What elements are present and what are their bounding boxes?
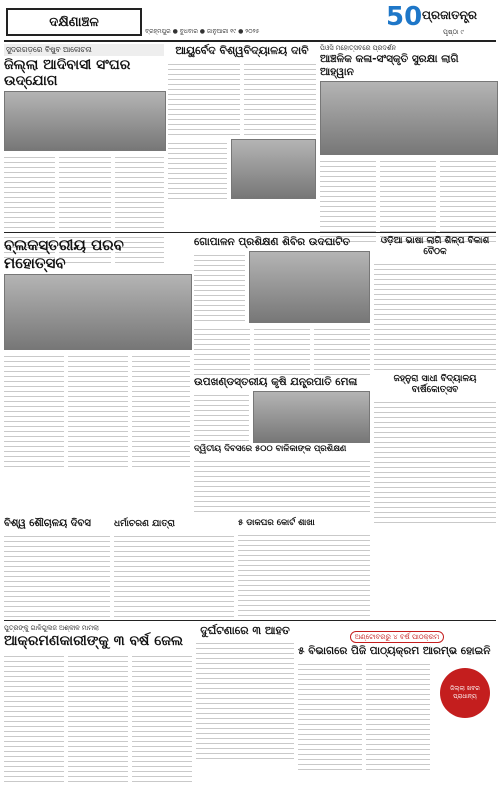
masthead-rule bbox=[4, 40, 496, 42]
story-sanitation bbox=[4, 518, 110, 620]
story-accident bbox=[196, 624, 294, 759]
story-photo bbox=[249, 251, 370, 323]
text-column bbox=[132, 352, 190, 470]
story-culture bbox=[320, 44, 496, 245]
story-photo bbox=[320, 81, 498, 155]
story-odia bbox=[374, 236, 496, 372]
story-headline: ଉପଖଣ୍ଡସ୍ତରୀୟ କୃଷି ଯନ୍ତ୍ରପାତି ମେଳା bbox=[194, 376, 358, 388]
story-headline: ଗୋପାଳନ ପ୍ରଶିକ୍ଷଣ ଶିବିର ଉଦଘାଟିତ bbox=[194, 236, 350, 248]
story-agri-fair bbox=[194, 376, 370, 443]
story-kicker: ପୁତ୍ରଙ୍କୁ ଗାଳିଗୁଲଜ ଅଶ୍ଳୀଳ ମାମଲା bbox=[4, 624, 99, 632]
story-postoffice bbox=[238, 518, 370, 619]
text-column bbox=[168, 60, 240, 136]
text-column bbox=[366, 660, 430, 770]
story-photo bbox=[4, 91, 166, 151]
story-photo bbox=[231, 139, 316, 199]
story-photo bbox=[4, 274, 192, 350]
story-headline: ବ୍ଲକସ୍ତରୀୟ ପରବ ମହୋତ୍ସବ bbox=[4, 236, 124, 272]
section-divider bbox=[4, 232, 496, 233]
story-religion bbox=[114, 518, 234, 620]
anniversary-logo: 50 bbox=[386, 2, 423, 32]
story-headline: ଦ୍ୱିତୀୟ ଦିବସରେ ୫୦୦ ବାଳିକାଙ୍କ ପ୍ରଶିକ୍ଷଣ bbox=[194, 444, 347, 454]
text-column bbox=[298, 660, 362, 770]
story-kicker: ସୁଦରଗଡ଼ରେ ବିଷୁବ ଆଳୋଚନା bbox=[4, 44, 164, 56]
text-column bbox=[254, 325, 310, 375]
story-photo bbox=[253, 391, 370, 443]
text-column bbox=[132, 652, 192, 782]
page-number: ପୃଷ୍ଠା ୯ bbox=[443, 28, 464, 36]
story-headline: ଧର୍ମାଚରଣ ଯାତ୍ରା bbox=[114, 519, 175, 529]
text-column bbox=[114, 532, 234, 620]
story-girls bbox=[194, 444, 370, 513]
text-column bbox=[314, 325, 370, 375]
story-parab bbox=[4, 236, 190, 470]
story-headline: ଆକ୍ରମଣକାରୀଙ୍କୁ ୩ ବର୍ଷ ଜେଲ bbox=[4, 633, 184, 649]
story-pg bbox=[298, 624, 496, 770]
text-column bbox=[244, 60, 316, 136]
story-headline: ଜିଲ୍ଲା ଆଦିବାସୀ ସଂଘର ଉଦ୍‌ଯୋଗ bbox=[4, 57, 131, 89]
story-headline: ଆୟୁର୍ବେଦ ବିଶ୍ୱବିଦ୍ୟାଳୟ ଦାବି bbox=[175, 44, 309, 57]
text-column bbox=[196, 639, 294, 759]
text-column bbox=[68, 352, 128, 470]
dateline: ବ୍ରହ୍ମପୁର ● ବୁଧବାର ● ଜାନୁଆରୀ ୧୯ ● ୨୦୨୫ bbox=[145, 28, 260, 35]
section-divider bbox=[4, 620, 496, 621]
highlight-badge: ଜିଲ୍ଲା ଖବର ପ୍ରାଧାନ୍ୟ bbox=[440, 668, 490, 718]
brand-name: ପ୍ରଜାତନ୍ତ୍ର bbox=[422, 8, 478, 22]
text-column bbox=[4, 652, 64, 782]
text-column bbox=[168, 139, 227, 199]
text-column bbox=[194, 391, 249, 441]
text-column bbox=[194, 325, 250, 375]
story-headline: ଦୁର୍ଘଟଣାରେ ୩ ଆହତ bbox=[200, 624, 290, 637]
story-headline: ଜହ୍ନୁରା ସାଧୀ ବିଦ୍ୟାଳୟ ବାର୍ଷିକୋତ୍ସବ bbox=[393, 374, 477, 395]
story-headline: ୫ ଡାକଘର କୋର୍ଟ ଶାଖା bbox=[238, 518, 315, 528]
story-kicker: ପିଓସି ମହୋତ୍ସବରେ ପ୍ରଦର୍ଶନ bbox=[320, 44, 397, 52]
story-training bbox=[194, 236, 370, 375]
masthead bbox=[0, 0, 500, 40]
story-school bbox=[374, 374, 496, 524]
section-title: ଦକ୍ଷିଣାଞ୍ଚଳ bbox=[6, 8, 142, 36]
story-tribal bbox=[4, 44, 164, 263]
text-column bbox=[194, 251, 245, 321]
text-column bbox=[68, 652, 128, 782]
text-column bbox=[374, 398, 496, 524]
badge-area bbox=[434, 660, 496, 770]
text-column bbox=[374, 260, 496, 372]
text-column bbox=[4, 352, 64, 470]
story-headline: ବିଶ୍ୱ ଶୌଚାଳୟ ଦିବସ bbox=[4, 518, 91, 529]
text-column bbox=[4, 532, 110, 620]
story-ayurveda bbox=[168, 44, 316, 199]
text-column bbox=[238, 531, 370, 619]
text-column bbox=[194, 457, 370, 513]
story-headline: ଆଞ୍ଚଳିକ କଳା-ସଂସ୍କୃତି ସୁରକ୍ଷା ଲାଗି ଆହ୍ୱାନ bbox=[320, 53, 459, 78]
story-headline: ୫ ବିଭାଗରେ ପିଜି ପାଠ୍ୟକ୍ରମ ଆରମ୍ଭ ହୋଇନି bbox=[298, 645, 491, 657]
story-jail bbox=[4, 624, 192, 782]
story-headline: ଓଡ଼ିଆ ଭାଷା ଲାଗି ଶିଳ୍ପ ବିକାଶ ବୈଠକ bbox=[380, 236, 490, 257]
story-kicker: ଅଣ୍ଟୋବରରୁ ୪ ବର୍ଷ ପାଠକ୍ରମ bbox=[350, 631, 444, 643]
